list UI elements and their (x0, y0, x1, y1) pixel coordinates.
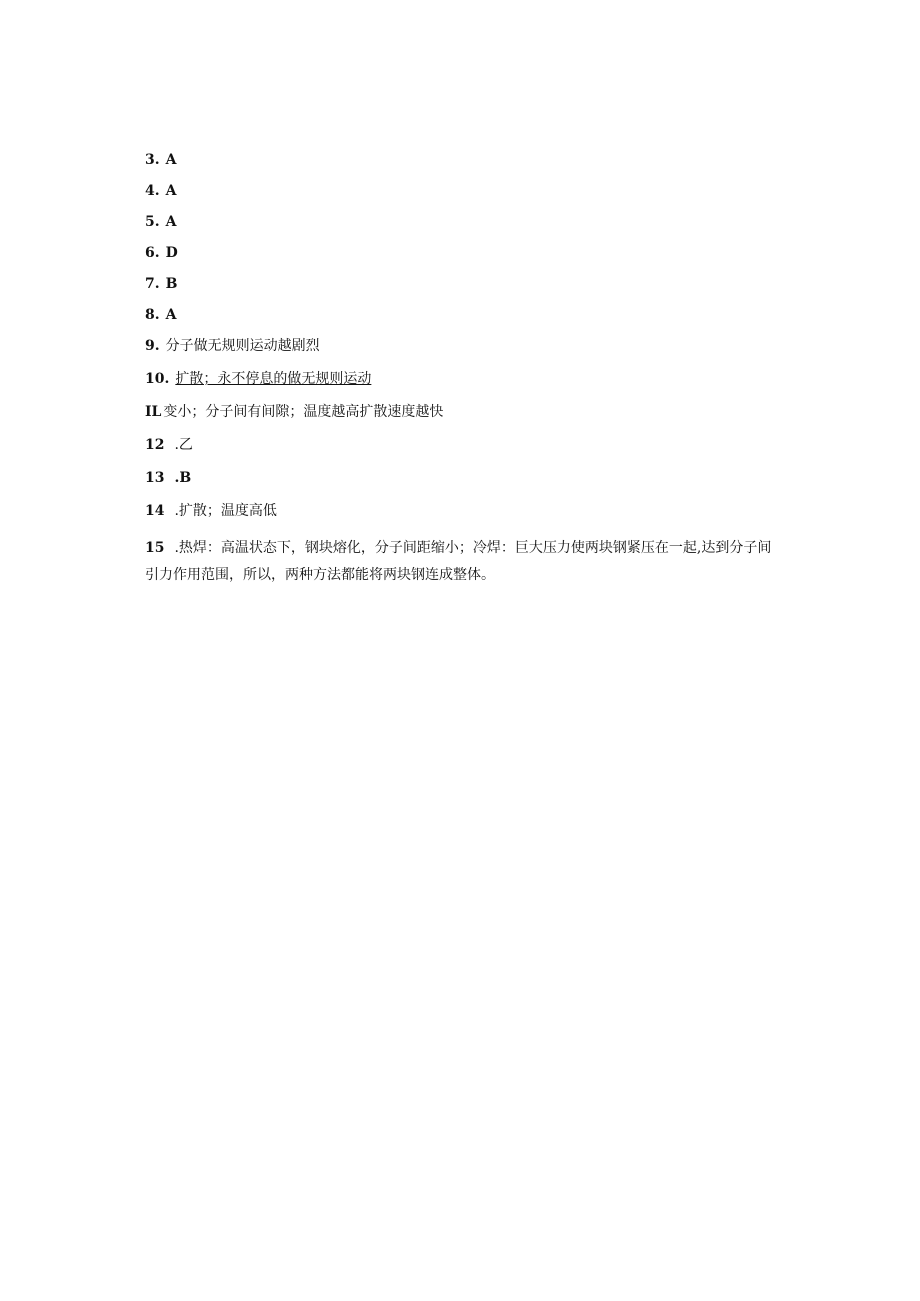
answer-item-6 (145, 243, 775, 263)
answer-item-4 (145, 181, 775, 201)
answer-text: 分子做无规则运动越剧烈 (165, 338, 320, 354)
answer-text: .扩散；温度高低 (174, 503, 277, 519)
question-number: 5. (145, 214, 160, 230)
answer-item-8 (145, 305, 775, 325)
answer-item-7 (145, 274, 775, 294)
answer-text: .B (174, 470, 192, 486)
answer-item-12 (145, 435, 775, 455)
answer-text: 扩散；永不停息的做无规则运动 (175, 371, 372, 387)
answer-item-13 (145, 468, 775, 488)
question-number: 8. (145, 307, 160, 323)
answer-text: A (165, 152, 177, 168)
answer-item-15 (145, 535, 775, 589)
question-number: 14 (145, 503, 165, 519)
question-number: 12 (145, 437, 165, 453)
answer-text: .热焊：高温状态下，钢块熔化，分子间距缩小；冷焊：巨大压力使两块钢紧压在一起,达到分子间引力作用范围，所以，两种方法都能将两块钢连成整体。 (145, 540, 772, 583)
answer-item-3 (145, 150, 775, 170)
answer-text: A (165, 183, 177, 199)
answer-text: B (165, 276, 178, 292)
answer-text: A (165, 307, 177, 323)
answer-list (145, 150, 775, 589)
answer-text: 变小；分子间有间隙；温度越高扩散速度越快 (163, 404, 444, 420)
question-number: 4. (145, 183, 160, 199)
question-number: 6. (145, 245, 160, 261)
answer-item-11 (145, 402, 775, 422)
question-number: 9. (145, 338, 160, 354)
answer-text: A (165, 214, 177, 230)
question-number: 10. (145, 371, 170, 387)
question-number: 15 (145, 540, 165, 556)
answer-text: D (165, 245, 178, 261)
answer-item-10 (145, 369, 775, 389)
answer-item-9 (145, 336, 775, 356)
answer-text: .乙 (174, 437, 193, 453)
question-number: 13 (145, 470, 165, 486)
question-number: IL (145, 404, 162, 420)
question-number: 7. (145, 276, 160, 292)
answer-item-14 (145, 501, 775, 521)
question-number: 3. (145, 152, 160, 168)
answer-item-5 (145, 212, 775, 232)
